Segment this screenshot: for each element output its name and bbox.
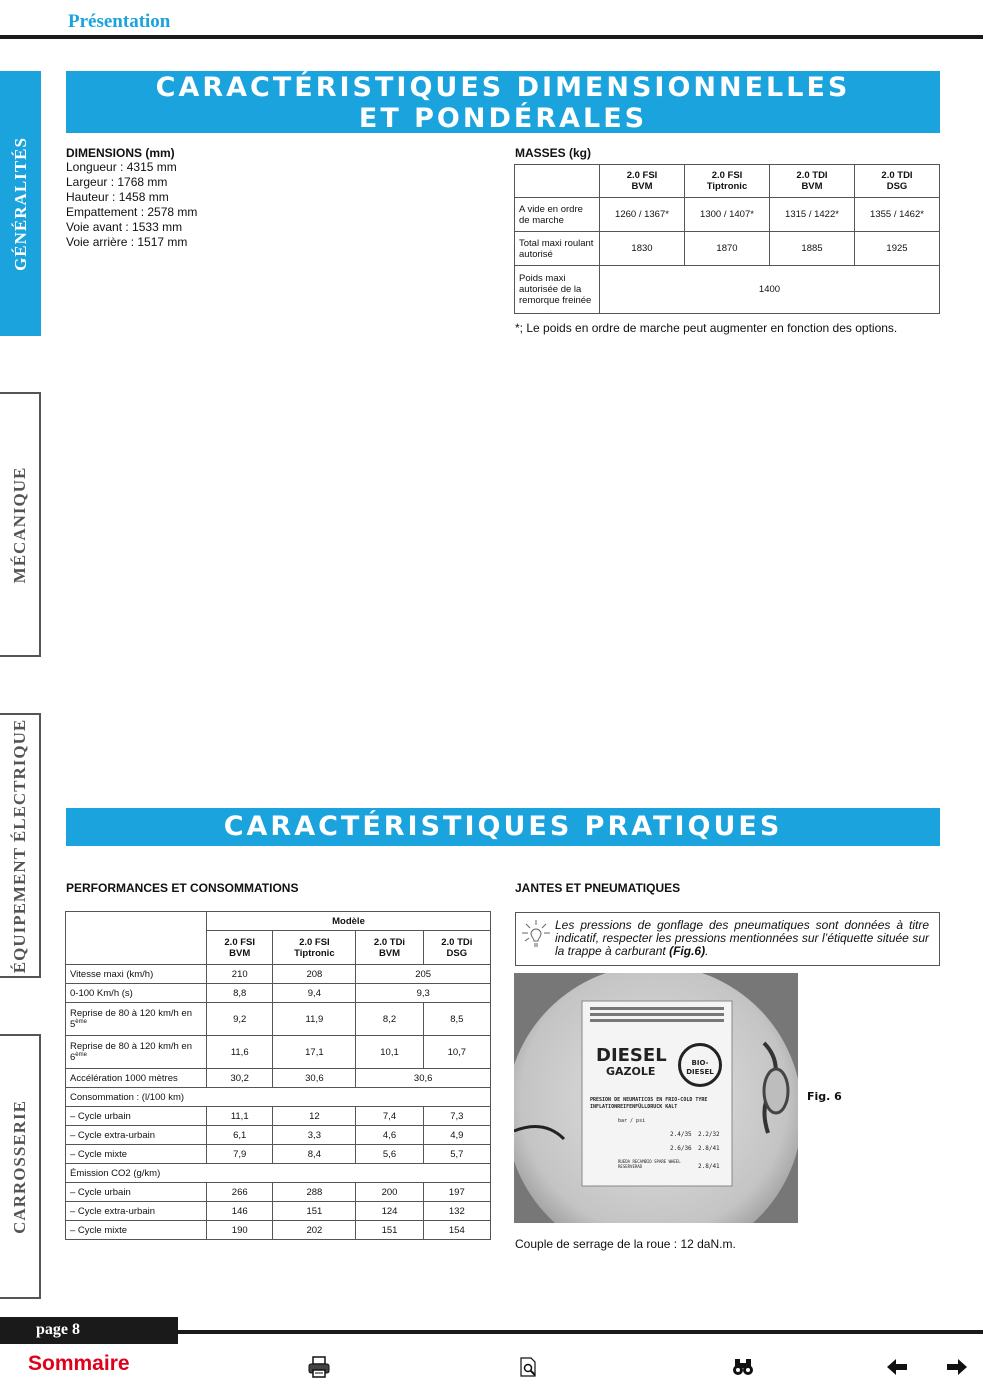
- table-cell: [515, 165, 600, 198]
- top-rule: [0, 35, 983, 39]
- table-cell: 7,9: [207, 1145, 273, 1164]
- banner-dimensionnelles: [66, 71, 940, 133]
- row-label: – Cycle mixte: [66, 1221, 207, 1240]
- label-brand: DIESEL: [596, 1045, 667, 1066]
- table-cell: 151: [356, 1221, 423, 1240]
- table-row: [66, 1126, 491, 1145]
- lightbulb-icon: [521, 919, 551, 951]
- table-cell: 1355 / 1462*: [855, 198, 940, 232]
- table-row: [515, 198, 940, 232]
- table-cell: 124: [356, 1202, 423, 1221]
- table-row: [66, 1164, 491, 1183]
- table-cell: 266: [207, 1183, 273, 1202]
- performances-table: [65, 911, 491, 1240]
- label-pressure: 2.8/41: [698, 1163, 720, 1170]
- table-header: 2.0 FSI BVM: [207, 931, 273, 965]
- table-cell: 1315 / 1422*: [770, 198, 855, 232]
- table-cell: 3,3: [273, 1126, 356, 1145]
- dimension-line: Hauteur : 1458 mm: [66, 190, 169, 204]
- label-pressure: 2.4/35: [670, 1131, 692, 1138]
- table-header: 2.0 FSI BVM: [600, 165, 685, 198]
- fuel-door-photo: [514, 973, 798, 1223]
- table-cell: 151: [273, 1202, 356, 1221]
- table-cell: 1400: [600, 266, 940, 314]
- table-cell: 1260 / 1367*: [600, 198, 685, 232]
- table-cell: 9,4: [273, 984, 356, 1003]
- table-row: [66, 984, 491, 1003]
- row-label: Émission CO2 (g/km): [66, 1164, 491, 1183]
- table-cell: 1300 / 1407*: [685, 198, 770, 232]
- page-number-box: [0, 1317, 178, 1344]
- jantes-title: JANTES ET PNEUMATIQUES: [515, 881, 681, 895]
- row-label: Poids maxi autorisée de la remorque freinée: [515, 266, 600, 314]
- table-row: [66, 1069, 491, 1088]
- table-cell: 210: [207, 965, 273, 984]
- table-header: 2.0 TDi BVM: [356, 931, 423, 965]
- table-row: [515, 232, 940, 266]
- table-cell: 9,2: [207, 1003, 273, 1036]
- masses-table: [514, 164, 940, 314]
- row-label: Total maxi roulant autorisé: [515, 232, 600, 266]
- table-cell: [66, 912, 207, 965]
- table-cell: 30,6: [273, 1069, 356, 1088]
- table-cell: 154: [423, 1221, 490, 1240]
- row-label: A vide en ordre de marche: [515, 198, 600, 232]
- table-row: [66, 1088, 491, 1107]
- sommaire-link[interactable]: Sommaire: [28, 1352, 130, 1375]
- dimension-line: Voie arrière : 1517 mm: [66, 235, 188, 249]
- masses-title: MASSES (kg): [515, 146, 592, 160]
- table-row: [66, 1202, 491, 1221]
- table-cell: 1870: [685, 232, 770, 266]
- table-cell: 11,1: [207, 1107, 273, 1126]
- table-row: [66, 1221, 491, 1240]
- row-label: Reprise de 80 à 120 km/h en 5ème: [66, 1003, 207, 1036]
- tip-box: [515, 912, 940, 966]
- binoculars-icon[interactable]: [732, 1356, 754, 1378]
- tab-carrosserie-label: CARROSSERIE: [9, 1099, 29, 1234]
- print-icon[interactable]: [308, 1356, 330, 1378]
- table-header: 2.0 TDI DSG: [855, 165, 940, 198]
- banner-line-1: CARACTÉRISTIQUES DIMENSIONNELLES: [155, 72, 851, 103]
- table-cell: 10,1: [356, 1036, 423, 1069]
- table-cell: 190: [207, 1221, 273, 1240]
- row-label: – Cycle urbain: [66, 1107, 207, 1126]
- tab-mecanique-label: MÉCANIQUE: [9, 466, 29, 583]
- table-cell: 146: [207, 1202, 273, 1221]
- bio-diesel-badge: BIO-DIESEL: [678, 1043, 722, 1087]
- table-cell: 8,4: [273, 1145, 356, 1164]
- tab-equipement-electrique[interactable]: [0, 713, 41, 978]
- table-cell: 8,2: [356, 1003, 423, 1036]
- table-cell: 6,1: [207, 1126, 273, 1145]
- table-cell: 4,9: [423, 1126, 490, 1145]
- table-cell: 10,7: [423, 1036, 490, 1069]
- label-pressure: 2.8/41: [698, 1145, 720, 1152]
- figure-caption: Fig. 6: [807, 1090, 842, 1103]
- section-title: Présentation: [68, 11, 171, 32]
- dimension-line: Longueur : 4315 mm: [66, 160, 177, 174]
- table-cell: 7,3: [423, 1107, 490, 1126]
- table-row: [66, 1107, 491, 1126]
- dimension-line: Voie avant : 1533 mm: [66, 220, 183, 234]
- table-row: [66, 912, 491, 931]
- performances-title: PERFORMANCES ET CONSOMMATIONS: [66, 881, 299, 895]
- page-number: page 8: [36, 1321, 80, 1338]
- dimensions-block: [66, 146, 197, 250]
- table-row: [515, 165, 940, 198]
- label-line: INFLATIONREIFENFÜLLDRUCK KALT: [590, 1104, 678, 1110]
- table-header: Modèle: [207, 912, 491, 931]
- row-label: – Cycle extra-urbain: [66, 1126, 207, 1145]
- dimensions-title: DIMENSIONS (mm): [66, 146, 175, 160]
- row-label: Consommation : (l/100 km): [66, 1088, 491, 1107]
- table-cell: 8,8: [207, 984, 273, 1003]
- banner-pratiques: CARACTÉRISTIQUES PRATIQUES: [66, 808, 940, 846]
- row-label: – Cycle extra-urbain: [66, 1202, 207, 1221]
- arrow-right-icon[interactable]: [946, 1356, 968, 1378]
- table-cell: 8,5: [423, 1003, 490, 1036]
- row-label: Accélération 1000 mètres: [66, 1069, 207, 1088]
- table-header: 2.0 FSI Tiptronic: [685, 165, 770, 198]
- table-row: [66, 1003, 491, 1036]
- table-cell: 30,6: [356, 1069, 491, 1088]
- tip-text: Les pressions de gonflage des pneumatiques sont données à titre indicatif, respecter les pressions mentionnées sur l’étiquette située sur la trappe à carburant (Fig.6).: [555, 918, 929, 958]
- row-label: Vitesse maxi (km/h): [66, 965, 207, 984]
- table-cell: 5,6: [356, 1145, 423, 1164]
- table-cell: 1885: [770, 232, 855, 266]
- table-cell: 17,1: [273, 1036, 356, 1069]
- table-cell: 1830: [600, 232, 685, 266]
- table-header: 2.0 TDi DSG: [423, 931, 490, 965]
- table-header: 2.0 TDI BVM: [770, 165, 855, 198]
- tab-carrosserie[interactable]: [0, 1034, 41, 1299]
- table-row: [66, 1183, 491, 1202]
- table-row: [66, 1036, 491, 1069]
- table-row: [66, 1145, 491, 1164]
- label-sub: GAZOLE: [606, 1065, 656, 1078]
- table-cell: 208: [273, 965, 356, 984]
- row-label: 0-100 Km/h (s): [66, 984, 207, 1003]
- table-cell: 1925: [855, 232, 940, 266]
- table-cell: 30,2: [207, 1069, 273, 1088]
- table-cell: 205: [356, 965, 491, 984]
- label-pressure: 2.2/32: [698, 1131, 720, 1138]
- row-label: – Cycle mixte: [66, 1145, 207, 1164]
- table-cell: 5,7: [423, 1145, 490, 1164]
- label-line: PRESION DE NEUMATICOS EN FRIO-COLD TYRE: [590, 1097, 708, 1103]
- tab-mecanique[interactable]: [0, 392, 41, 657]
- banner-line-2: ET PONDÉRALES: [358, 103, 648, 134]
- bottom-rule: [178, 1330, 983, 1334]
- tab-generalites[interactable]: [0, 71, 41, 336]
- table-cell: 197: [423, 1183, 490, 1202]
- table-cell: 132: [423, 1202, 490, 1221]
- table-cell: 9,3: [356, 984, 491, 1003]
- label-spare: RUEDA RECAMBIO SPARE WHEEL RESERVERAD: [618, 1159, 681, 1169]
- table-cell: 11,6: [207, 1036, 273, 1069]
- table-cell: 4,6: [356, 1126, 423, 1145]
- table-cell: 7,4: [356, 1107, 423, 1126]
- table-cell: 12: [273, 1107, 356, 1126]
- label-unit: bar / psi: [618, 1118, 646, 1124]
- search-document-icon[interactable]: [518, 1356, 540, 1378]
- table-row: [66, 965, 491, 984]
- dimension-line: Empattement : 2578 mm: [66, 205, 198, 219]
- row-label: Reprise de 80 à 120 km/h en 6ème: [66, 1036, 207, 1069]
- table-row: [515, 266, 940, 314]
- tab-equipement-electrique-label: ÉQUIPEMENT ÉLECTRIQUE: [9, 718, 29, 973]
- arrow-left-icon[interactable]: [886, 1356, 908, 1378]
- label-pressure: 2.6/36: [670, 1145, 692, 1152]
- table-cell: 11,9: [273, 1003, 356, 1036]
- tab-generalites-label: GÉNÉRALITÉS: [10, 136, 30, 271]
- table-cell: 288: [273, 1183, 356, 1202]
- table-cell: 202: [273, 1221, 356, 1240]
- torque-text: Couple de serrage de la roue : 12 daN.m.: [515, 1237, 736, 1251]
- table-header: 2.0 FSI Tiptronic: [273, 931, 356, 965]
- masses-note: *; Le poids en ordre de marche peut augmenter en fonction des options.: [515, 321, 898, 335]
- dimension-line: Largeur : 1768 mm: [66, 175, 168, 189]
- row-label: – Cycle urbain: [66, 1183, 207, 1202]
- table-cell: 200: [356, 1183, 423, 1202]
